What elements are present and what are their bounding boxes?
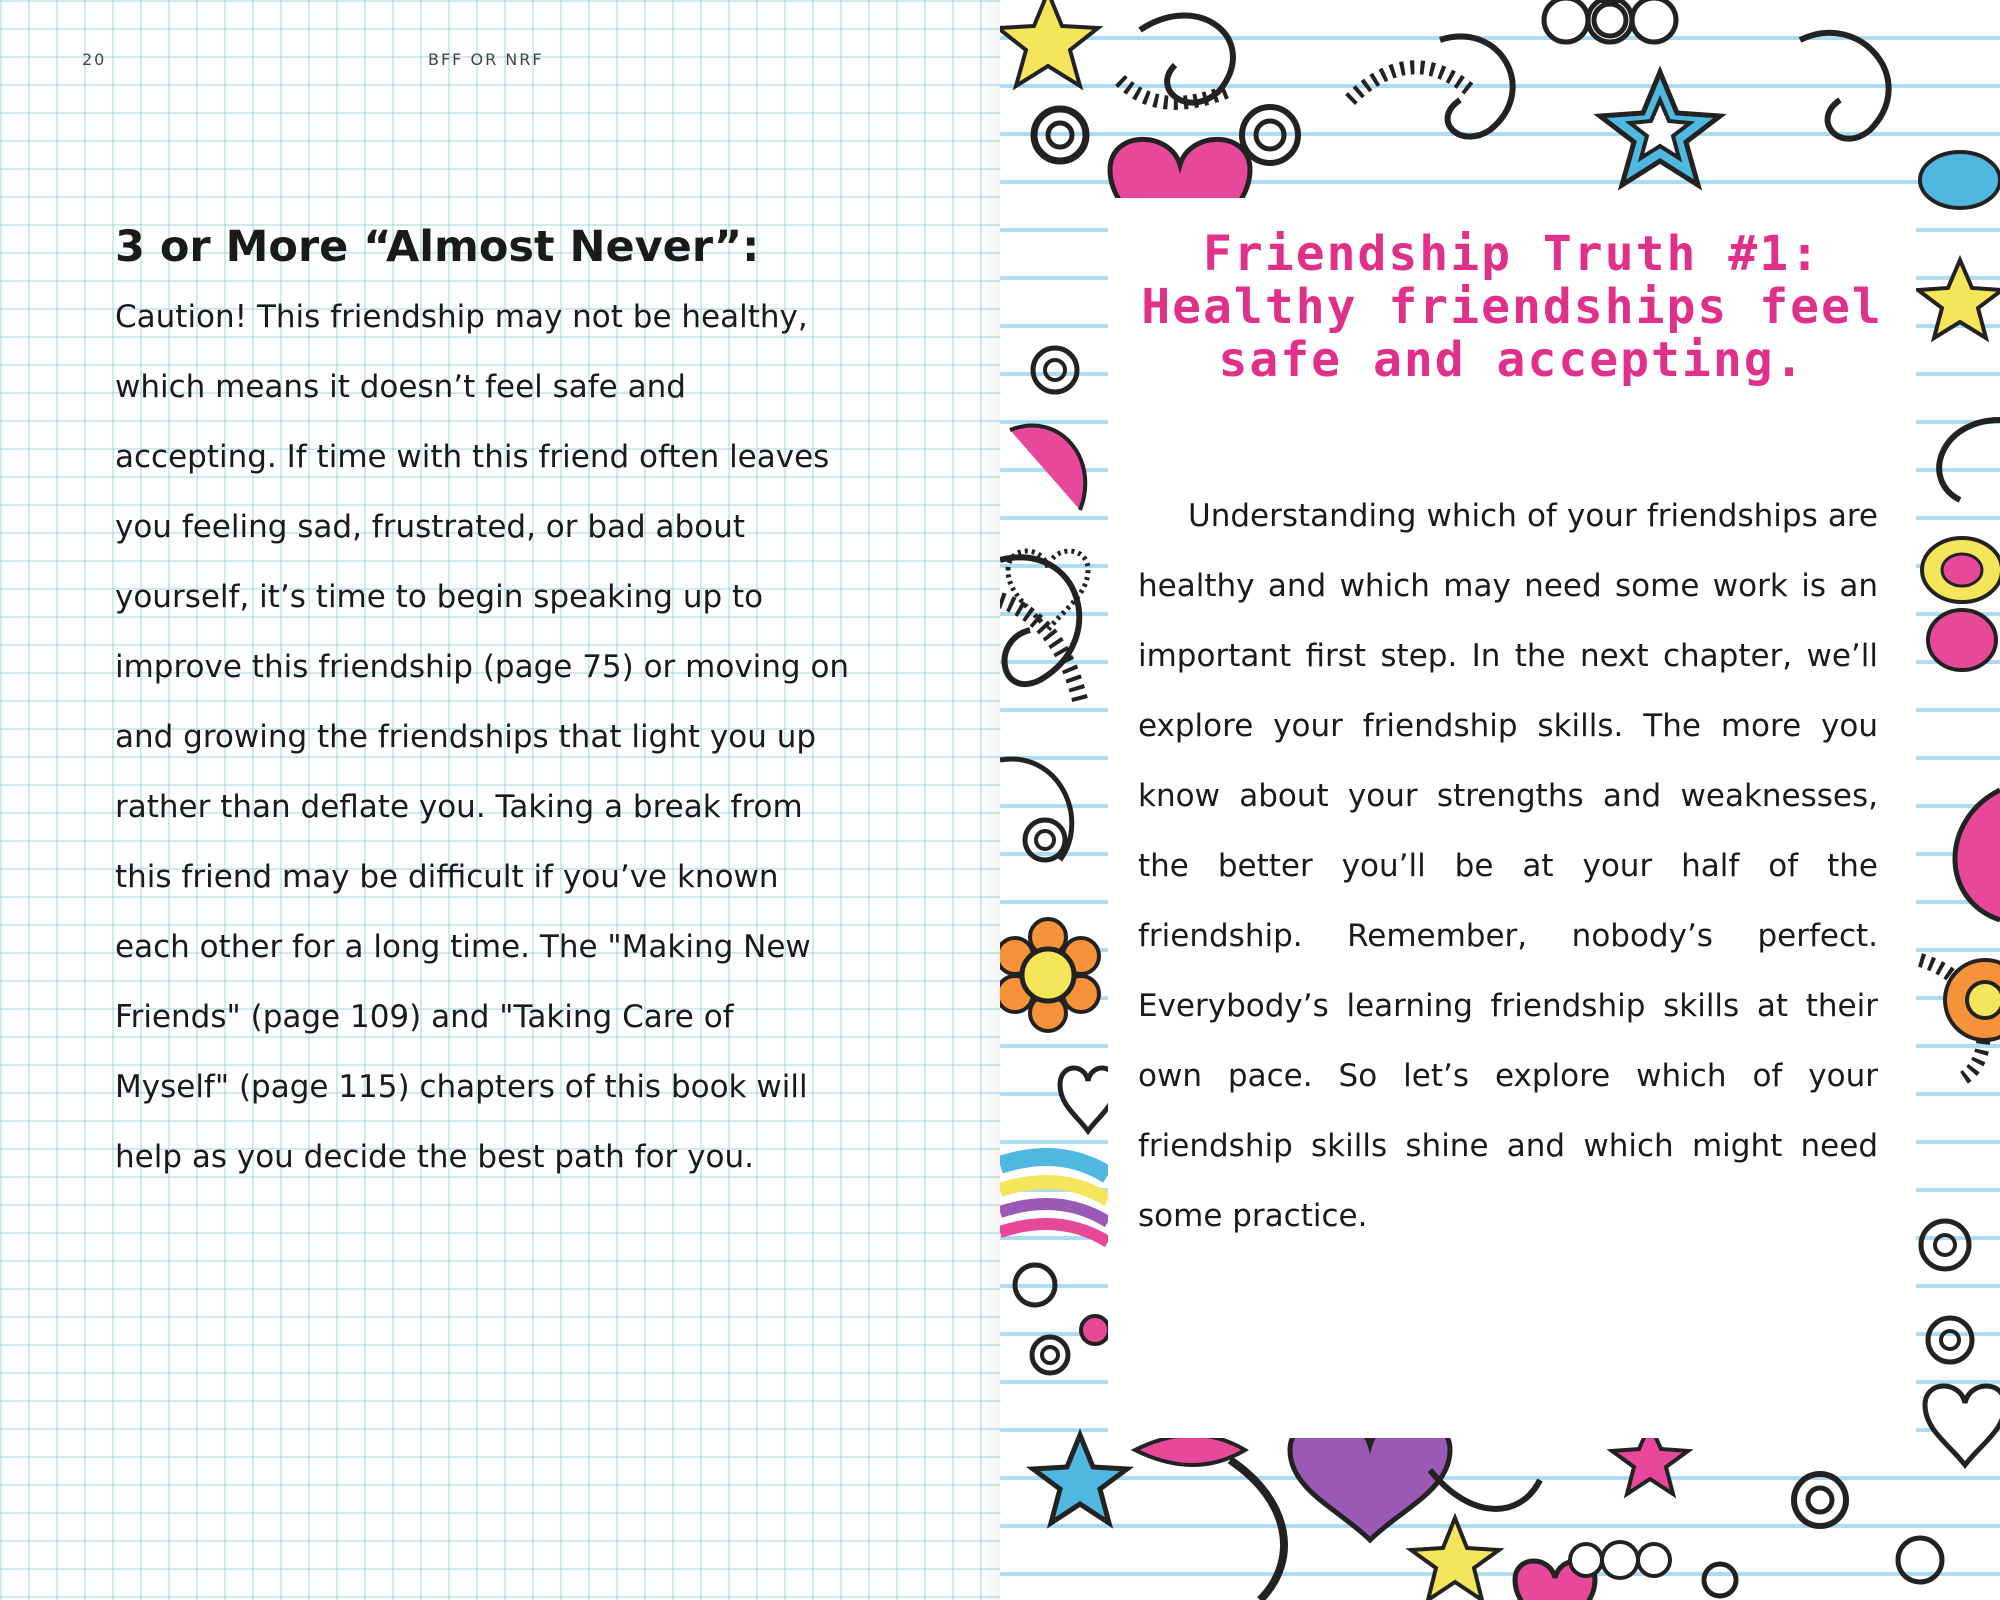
title-line: safe and accepting. [1218, 332, 1806, 388]
section-heading: 3 or More “Almost Never”: [115, 222, 760, 272]
spiral-icon [1015, 1265, 1109, 1373]
flower-icon [1945, 960, 2000, 1040]
flower-icon [1570, 1542, 1670, 1578]
star-icon [1033, 1435, 1127, 1523]
star-icon [1000, 0, 1098, 86]
spiral-icon [1704, 1474, 1942, 1596]
butterfly-icon [1922, 538, 2000, 670]
running-head: BFF OR NRF [428, 50, 544, 69]
title-line: Friendship Truth #1: [1203, 226, 1821, 282]
swirl-icon [1120, 15, 1233, 102]
friendship-truth-body: Understanding which of your friendships are healthy and which may need some work is an important first step. In the next chapter, we’ll explore your friendship skills. The more you know about your strengths and weaknesses, the better you’ll be at your half of the friendship. Remember, nobody’s perfect. Everybody’s learning friendship skills at their own pace. So let’s explore which of your friendship skills shine and which might need some practice. [1138, 498, 1878, 1234]
butterfly-icon [1920, 152, 2000, 208]
star-icon [1600, 72, 1720, 185]
right-page [1000, 0, 2000, 1600]
title-line: Healthy friendships feel [1141, 279, 1883, 335]
page-number: 20 [82, 50, 107, 69]
star-icon [1411, 1518, 1499, 1600]
heart-icon [1135, 1435, 1245, 1465]
swirl-icon [1000, 425, 1085, 860]
heart-icon [1925, 1386, 2000, 1465]
friendship-truth-box [1108, 198, 1916, 1438]
star-icon [1918, 260, 2000, 338]
spiral-icon [1921, 1221, 1972, 1362]
rainbow-icon [1000, 1157, 1108, 1242]
flower-icon [1544, 0, 1676, 42]
flower-icon [1000, 919, 1099, 1031]
friendship-truth-title [1108, 228, 1916, 387]
body-paragraph: Caution! This friendship may not be healthy, which means it doesn’t feel safe and accepting. If time with this friend often leaves you feeling sad, frustrated, or bad about yourself, it’s time to begin speaking up to improve this friendship (page 75) or moving on and growing the friendships that light you up rather than deflate you. Taking a break from this friend may be difficult if you’ve known each other for a long time. The "Making New Friends" (page 109) and "Taking Care of Myself" (page 115) chapters of this book will help as you decide the best path for you. [115, 299, 850, 1175]
